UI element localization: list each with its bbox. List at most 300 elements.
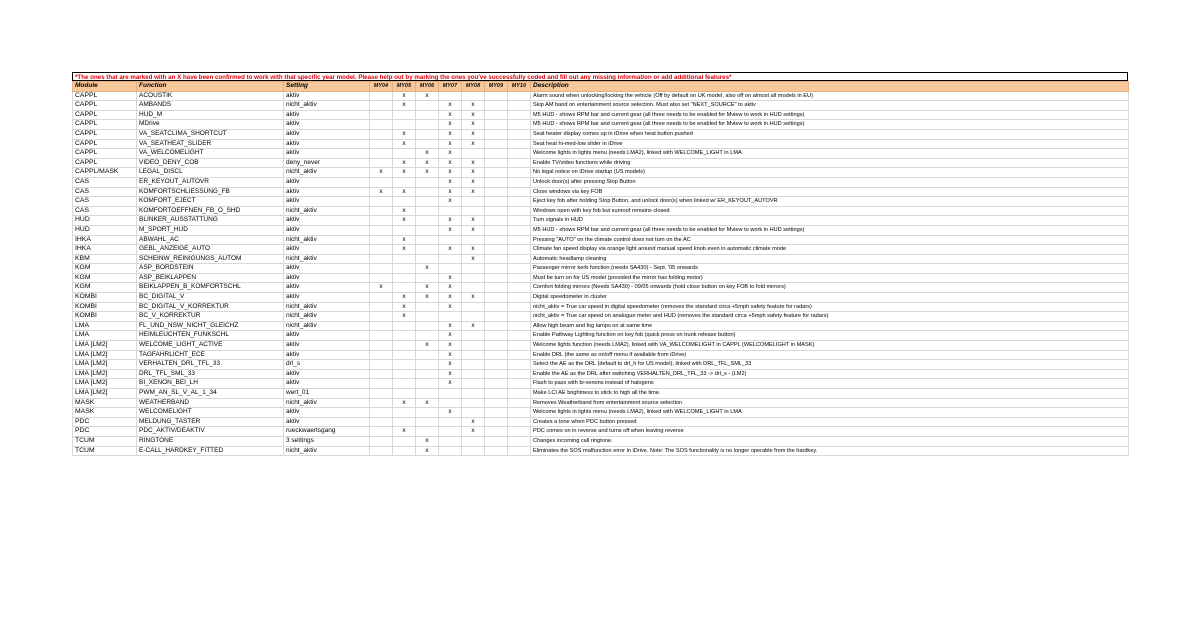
description-cell: Welcome lights in lights menu (needs LMA2), linked with WELCOME_LIGHT in LMA (531, 149, 1129, 159)
function-cell: AMBANDS (137, 101, 284, 111)
year-check-cell (508, 273, 531, 283)
year-check-cell (485, 158, 508, 168)
description-cell: Seat heater display comes up in iDrive when heat button pushed (531, 129, 1129, 139)
year-check-cell (508, 206, 531, 216)
year-check-cell: x (462, 321, 485, 331)
year-check-cell (462, 149, 485, 159)
function-cell: FL_UND_NSW_NICHT_GLEICHZ (137, 321, 284, 331)
year-check-cell (462, 360, 485, 370)
function-cell: HUD_M (137, 110, 284, 120)
module-cell: KGM (73, 273, 137, 283)
year-check-cell (416, 302, 439, 312)
year-check-cell (485, 389, 508, 399)
module-cell: LMA (73, 321, 137, 331)
module-cell: KOMBI (73, 312, 137, 322)
module-cell: CAPPL (73, 120, 137, 130)
spreadsheet (72, 72, 1128, 456)
description-cell: Digital speedometer in cluster (531, 293, 1129, 303)
function-cell: VA_SEATCLIMA_SHORTCUT (137, 129, 284, 139)
module-cell: TCUM (73, 446, 137, 456)
year-check-cell (370, 264, 393, 274)
year-check-cell (370, 389, 393, 399)
year-check-cell (416, 129, 439, 139)
year-check-cell (508, 187, 531, 197)
year-check-cell (439, 206, 462, 216)
description-cell: Welcome lights in lights menu (needs LMA2), linked with WELCOME_LIGHT in LMA (531, 408, 1129, 418)
year-check-cell: x (416, 446, 439, 456)
year-check-cell: x (393, 235, 416, 245)
year-check-cell (439, 254, 462, 264)
year-check-cell (508, 350, 531, 360)
year-check-cell (508, 427, 531, 437)
year-check-cell (370, 245, 393, 255)
table-row (73, 436, 1129, 446)
year-check-cell (485, 379, 508, 389)
function-cell: WELCOMELIGHT (137, 408, 284, 418)
module-cell: CAPPL/MASK (73, 168, 137, 178)
module-cell: CAPPL (73, 139, 137, 149)
year-check-cell: x (416, 293, 439, 303)
year-check-cell (508, 149, 531, 159)
setting-cell: aktiv (284, 120, 370, 130)
table-row (73, 293, 1129, 303)
year-check-cell (370, 302, 393, 312)
year-check-cell (508, 321, 531, 331)
year-check-cell (370, 446, 393, 456)
table-row (73, 389, 1129, 399)
header-row (73, 82, 1129, 92)
year-check-cell (393, 360, 416, 370)
year-header: MY05 (393, 82, 416, 92)
description-cell: Eliminates the SOS malfunction error in iDrive. Note: The SOS functionality is no longer operable from the hardkey. (531, 446, 1129, 456)
table-row (73, 254, 1129, 264)
function-cell: KOMFORTOEFFNEN_FB_O_SHD (137, 206, 284, 216)
table-row (73, 120, 1129, 130)
year-check-cell (485, 139, 508, 149)
year-check-cell (393, 331, 416, 341)
module-cell: CAPPL (73, 129, 137, 139)
description-cell: No legal notice on iDrive startup (US models) (531, 168, 1129, 178)
description-cell: M5 HUD - shows RPM bar and current gear (all three needs to be enabled for Mview to work in HUD settings) (531, 225, 1129, 235)
year-check-cell: x (416, 149, 439, 159)
year-check-cell (416, 321, 439, 331)
table-row (73, 129, 1129, 139)
description-cell: M5 HUD - shows RPM bar and current gear (all three needs to be enabled for Mview to work in HUD settings) (531, 120, 1129, 130)
year-check-cell: x (462, 417, 485, 427)
table-row (73, 91, 1129, 101)
description-cell: Seat heat hi-med-low slider in iDrive (531, 139, 1129, 149)
year-check-cell: x (439, 129, 462, 139)
description-cell: Enable the AE as the DRL after switching VERHALTEN_DRL_TFL_33 -> drl_s - (LM2) (531, 369, 1129, 379)
year-check-cell (416, 187, 439, 197)
description-cell: Automatic headlamp cleaning (531, 254, 1129, 264)
module-cell: KOMBI (73, 293, 137, 303)
table-row (73, 177, 1129, 187)
module-cell: HUD (73, 225, 137, 235)
year-check-cell (370, 312, 393, 322)
module-cell: PDC (73, 427, 137, 437)
year-check-cell (393, 341, 416, 351)
description-cell: Must be turn on for US model (provided the mirror has folding motor) (531, 273, 1129, 283)
year-check-cell (508, 110, 531, 120)
table-row (73, 139, 1129, 149)
year-check-cell (462, 369, 485, 379)
year-check-cell: x (416, 158, 439, 168)
year-check-cell (393, 446, 416, 456)
module-cell: CAS (73, 187, 137, 197)
year-check-cell (485, 168, 508, 178)
year-check-cell (439, 417, 462, 427)
year-check-cell (485, 417, 508, 427)
description-cell: Allow high beam and fog lamps on at same time (531, 321, 1129, 331)
function-cell: VERHALTEN_DRL_TFL_33 (137, 360, 284, 370)
year-check-cell (485, 283, 508, 293)
coding-table (72, 81, 1129, 456)
year-check-cell (485, 436, 508, 446)
year-check-cell (485, 408, 508, 418)
year-check-cell (508, 197, 531, 207)
description-header: Description (531, 82, 1129, 92)
year-check-cell (462, 389, 485, 399)
year-check-cell (485, 273, 508, 283)
year-check-cell: x (462, 293, 485, 303)
year-check-cell (370, 254, 393, 264)
year-check-cell (439, 91, 462, 101)
module-cell: CAS (73, 197, 137, 207)
module-cell: CAS (73, 206, 137, 216)
module-cell: LMA [LM2] (73, 341, 137, 351)
year-check-cell (370, 177, 393, 187)
year-check-cell (416, 273, 439, 283)
module-cell: LMA (73, 331, 137, 341)
year-check-cell (462, 91, 485, 101)
function-cell: ACOUSTIK (137, 91, 284, 101)
setting-cell: aktiv (284, 350, 370, 360)
year-check-cell (485, 177, 508, 187)
year-check-cell (462, 398, 485, 408)
year-check-cell (416, 312, 439, 322)
year-check-cell: x (462, 427, 485, 437)
setting-cell: aktiv (284, 379, 370, 389)
year-check-cell (508, 379, 531, 389)
year-check-cell (508, 389, 531, 399)
year-check-cell (370, 206, 393, 216)
year-check-cell (508, 293, 531, 303)
year-check-cell (416, 379, 439, 389)
year-check-cell: x (416, 264, 439, 274)
function-cell: RINGTONE (137, 436, 284, 446)
year-check-cell: x (462, 129, 485, 139)
module-cell: IHKA (73, 245, 137, 255)
year-check-cell: x (439, 293, 462, 303)
year-check-cell (439, 264, 462, 274)
year-check-cell: x (393, 129, 416, 139)
setting-cell: wert_01 (284, 389, 370, 399)
table-row (73, 283, 1129, 293)
year-check-cell (485, 235, 508, 245)
setting-cell: nicht_aktiv (284, 235, 370, 245)
year-check-cell (393, 273, 416, 283)
year-check-cell: x (462, 245, 485, 255)
year-check-cell: x (393, 398, 416, 408)
description-cell: Climate fan speed display via orange light around manual speed knob even in automatic climate mode (531, 245, 1129, 255)
setting-cell: nicht_aktiv (284, 312, 370, 322)
year-check-cell: x (439, 408, 462, 418)
year-check-cell (508, 245, 531, 255)
description-cell: Eject key fob after holding Stop Button, and unlock door(s) when linked w/ ER_KEYOUT_AUTOVR (531, 197, 1129, 207)
year-check-cell (485, 293, 508, 303)
year-check-cell: x (462, 139, 485, 149)
year-check-cell (508, 360, 531, 370)
year-check-cell (508, 264, 531, 274)
table-row (73, 360, 1129, 370)
module-cell: CAS (73, 177, 137, 187)
year-check-cell (485, 427, 508, 437)
setting-cell: aktiv (284, 408, 370, 418)
year-check-cell: x (416, 283, 439, 293)
year-check-cell (485, 321, 508, 331)
year-check-cell (370, 91, 393, 101)
module-cell: HUD (73, 216, 137, 226)
year-check-cell (416, 245, 439, 255)
year-check-cell (485, 369, 508, 379)
function-cell: MELDUNG_TASTER (137, 417, 284, 427)
year-check-cell (508, 341, 531, 351)
year-check-cell (416, 197, 439, 207)
year-check-cell: x (439, 321, 462, 331)
description-cell: Skip AM band on entertainment source selection. Must also set "NEXT_SOURCE" to aktiv (531, 101, 1129, 111)
function-cell: BC_DIGITAL_V_KORREKTUR (137, 302, 284, 312)
year-check-cell (370, 293, 393, 303)
module-header: Module (73, 82, 137, 92)
year-check-cell (485, 187, 508, 197)
year-check-cell (393, 379, 416, 389)
function-cell: ASP_BORDSTEIN (137, 264, 284, 274)
year-check-cell: x (462, 158, 485, 168)
setting-cell: aktiv (284, 177, 370, 187)
table-row (73, 264, 1129, 274)
year-check-cell: x (393, 139, 416, 149)
year-check-cell (508, 302, 531, 312)
table-row (73, 302, 1129, 312)
year-check-cell (439, 398, 462, 408)
year-check-cell (485, 101, 508, 111)
description-cell: Enable DRL (the same as on/off menu if available from iDrive) (531, 350, 1129, 360)
setting-cell: aktiv (284, 91, 370, 101)
year-check-cell (508, 436, 531, 446)
description-cell: Turn signals in HUD (531, 216, 1129, 226)
year-check-cell (462, 341, 485, 351)
module-cell: CAPPL (73, 110, 137, 120)
function-cell: DRL_TFL_SML_33 (137, 369, 284, 379)
module-cell: MASK (73, 408, 137, 418)
function-cell: PWM_AN_SL_V_AL_1_34 (137, 389, 284, 399)
setting-cell: 3 settings (284, 436, 370, 446)
year-check-cell: x (393, 187, 416, 197)
setting-cell: nicht_aktiv (284, 398, 370, 408)
setting-cell: nicht_aktiv (284, 254, 370, 264)
year-check-cell: x (370, 187, 393, 197)
module-cell: LMA [LM2] (73, 389, 137, 399)
year-check-cell (508, 446, 531, 456)
year-check-cell: x (439, 149, 462, 159)
year-check-cell: x (439, 187, 462, 197)
year-check-cell (462, 302, 485, 312)
function-cell: WEATHERBAND (137, 398, 284, 408)
module-cell: LMA [LM2] (73, 379, 137, 389)
setting-cell: aktiv (284, 369, 370, 379)
year-check-cell: x (439, 120, 462, 130)
year-check-cell (508, 101, 531, 111)
year-check-cell (508, 158, 531, 168)
year-check-cell: x (416, 168, 439, 178)
table-row (73, 446, 1129, 456)
year-check-cell: x (439, 177, 462, 187)
table-row (73, 417, 1129, 427)
table-row (73, 235, 1129, 245)
year-check-cell (370, 110, 393, 120)
year-check-cell (508, 168, 531, 178)
function-cell: TAGFAHRLICHT_ECE (137, 350, 284, 360)
year-check-cell (508, 91, 531, 101)
year-check-cell (485, 206, 508, 216)
description-cell: M5 HUD - shows RPM bar and current gear (all three needs to be enabled for Mview to work in HUD settings) (531, 110, 1129, 120)
year-check-cell (416, 110, 439, 120)
setting-cell: aktiv (284, 245, 370, 255)
setting-cell: deny_never (284, 158, 370, 168)
year-check-cell (462, 312, 485, 322)
year-header: MY04 (370, 82, 393, 92)
setting-cell: nicht_aktiv (284, 446, 370, 456)
setting-cell: aktiv (284, 187, 370, 197)
function-cell: M_SPORT_HUD (137, 225, 284, 235)
year-check-cell (416, 350, 439, 360)
year-check-cell (439, 312, 462, 322)
function-cell: HEIMLEUCHTEN_FUNKSCHL (137, 331, 284, 341)
description-cell: Comfort folding mirrors (Needs SA430) - 09/05 onwards (hold close button on key FOB to fold mirrors) (531, 283, 1129, 293)
setting-cell: aktiv (284, 139, 370, 149)
year-check-cell (416, 369, 439, 379)
description-cell: nicht_aktiv = True car speed on analogue meter and HUD (removes the standard circa +5mph safety feature for radars) (531, 312, 1129, 322)
year-check-cell (370, 225, 393, 235)
year-header: MY09 (485, 82, 508, 92)
year-check-cell (370, 379, 393, 389)
function-header: Function (137, 82, 284, 92)
setting-cell: nicht_aktiv (284, 321, 370, 331)
year-check-cell: x (393, 158, 416, 168)
table-row (73, 408, 1129, 418)
year-check-cell (485, 264, 508, 274)
table-row (73, 168, 1129, 178)
setting-cell: aktiv (284, 417, 370, 427)
table-row (73, 312, 1129, 322)
year-check-cell (462, 235, 485, 245)
year-check-cell (370, 158, 393, 168)
module-cell: KGM (73, 264, 137, 274)
year-check-cell: x (462, 187, 485, 197)
function-cell: ER_KEYOUT_AUTOVR (137, 177, 284, 187)
module-cell: PDC (73, 417, 137, 427)
year-check-cell (485, 360, 508, 370)
year-check-cell: x (393, 312, 416, 322)
module-cell: KOMBI (73, 302, 137, 312)
year-check-cell (416, 120, 439, 130)
year-check-cell: x (393, 216, 416, 226)
year-check-cell (370, 101, 393, 111)
year-check-cell: x (393, 206, 416, 216)
module-cell: CAPPL (73, 149, 137, 159)
year-check-cell (416, 417, 439, 427)
setting-cell: aktiv (284, 293, 370, 303)
year-check-cell (462, 206, 485, 216)
year-check-cell (462, 273, 485, 283)
function-cell: BEIKLAPPEN_B_KOMFORTSCHL (137, 283, 284, 293)
year-check-cell: x (462, 110, 485, 120)
year-check-cell (370, 235, 393, 245)
module-cell: LMA [LM2] (73, 350, 137, 360)
table-body (73, 91, 1129, 456)
table-row (73, 350, 1129, 360)
description-cell: Close windows via key FOB (531, 187, 1129, 197)
year-check-cell (416, 139, 439, 149)
function-cell: ABWAHL_AC (137, 235, 284, 245)
description-cell: Welcome lights function (needs LMA2), linked with VA_WELCOMELIGHT in CAPPL (WELCOMELIGHT in MASK) (531, 341, 1129, 351)
description-cell: Alarm sound when unlocking/locking the vehicle (Off by default on UK model, also off on almost all models in EU) (531, 91, 1129, 101)
function-cell: GEBL_ANZEIGE_AUTO (137, 245, 284, 255)
setting-cell: aktiv (284, 273, 370, 283)
year-check-cell: x (439, 110, 462, 120)
table-row (73, 101, 1129, 111)
module-cell: CAPPL (73, 158, 137, 168)
year-check-cell: x (370, 168, 393, 178)
year-check-cell (370, 321, 393, 331)
year-check-cell (439, 235, 462, 245)
year-check-cell (370, 139, 393, 149)
table-row (73, 369, 1129, 379)
year-check-cell (485, 331, 508, 341)
year-check-cell (370, 216, 393, 226)
year-check-cell (416, 177, 439, 187)
function-cell: KOMFORTSCHLIESSUNG_FB (137, 187, 284, 197)
description-cell: Windows open with key fob but sunroof remains closed (531, 206, 1129, 216)
table-row (73, 110, 1129, 120)
year-check-cell (416, 360, 439, 370)
function-cell: WELCOME_LIGHT_ACTIVE (137, 341, 284, 351)
setting-cell: aktiv (284, 331, 370, 341)
year-check-cell (393, 369, 416, 379)
table-row (73, 341, 1129, 351)
year-check-cell (462, 264, 485, 274)
year-check-cell (416, 216, 439, 226)
description-cell: Make LCI AE brightness to stick to high all the time. (531, 389, 1129, 399)
year-check-cell: x (393, 293, 416, 303)
year-check-cell (416, 408, 439, 418)
setting-cell: nicht_aktiv (284, 168, 370, 178)
description-cell: Flash to pass with bi-xenons instead of halogens (531, 379, 1129, 389)
year-check-cell (416, 331, 439, 341)
year-check-cell: x (439, 225, 462, 235)
year-check-cell (370, 149, 393, 159)
description-cell: Removes Weatherband from entertainment source selection (531, 398, 1129, 408)
year-check-cell: x (462, 168, 485, 178)
module-cell: LMA [LM2] (73, 369, 137, 379)
notice-banner: *The ones that are marked with an X have been confirmed to work with that specific year model. Please help out by marking the ones you've successfully coded and fill out any missing information or add additional features* (72, 72, 1128, 81)
year-check-cell (485, 245, 508, 255)
function-cell: VA_SEATHEAT_SLIDER (137, 139, 284, 149)
module-cell: MASK (73, 398, 137, 408)
year-check-cell (485, 254, 508, 264)
function-cell: SCHEINW_REINIGUNGS_AUTOM (137, 254, 284, 264)
